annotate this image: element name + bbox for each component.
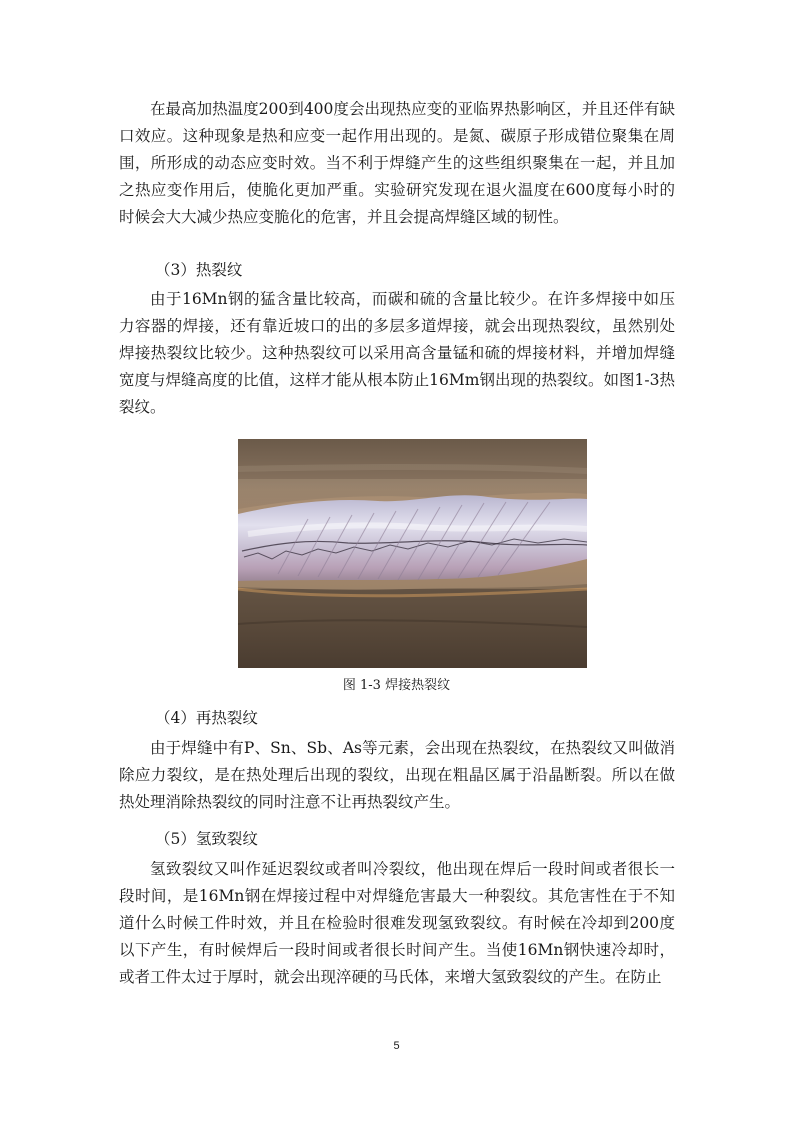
- page-number: 5: [393, 1040, 400, 1052]
- paragraph-hydrogen-crack: 氢致裂纹又叫作延迟裂纹或者叫冷裂纹，他出现在焊后一段时间或者很长一段时间，是16Mn钢在焊接过程中对焊缝危害最大一种裂纹。其危害性在于不知道什么时候工件时效，并且在检验时很难发现氢致裂纹。有时候在冷却到200度以下产生，有时候焊后一段时间或者很长时间产生。当使16Mn钢快速冷却时，或者工件太过于厚时，就会出现淬硬的马氏体，来增大氢致裂纹的产生。在防止: [119, 860, 675, 986]
- heading-hot-crack: （3）热裂纹: [155, 261, 243, 279]
- paragraph-reheat-crack: 由于焊缝中有P、Sn、Sb、As等元素，会出现在热裂纹，在热裂纹又叫做消除应力裂纹，是在热处理后出现的裂纹，出现在粗晶区属于沿晶断裂。所以在做热处理消除热裂纹的同时注意不让再热裂纹产生。: [119, 739, 675, 811]
- weld-photo-graphic: [238, 439, 587, 668]
- heading-hydrogen-crack: （5）氢致裂纹: [155, 830, 258, 848]
- heading-reheat-crack: （4）再热裂纹: [155, 709, 258, 727]
- paragraph-hot-crack: 由于16Mn钢的猛含量比较高，而碳和硫的含量比较少。在许多焊接中如压力容器的焊接，还有靠近坡口的出的多层多道焊接，就会出现热裂纹，虽然别处焊接热裂纹比较少。这种热裂纹可以采用高含量锰和硫的焊接材料，并增加焊缝宽度与焊缝高度的比值，这样才能从根本防止16Mm钢出现的热裂纹。如图1-3热裂纹。: [119, 290, 675, 416]
- weld-hot-crack-photo: [238, 439, 587, 668]
- figure-caption: 图 1-3 焊接热裂纹: [342, 678, 451, 693]
- paragraph-strain-aging: 在最高加热温度200到400度会出现热应变的亚临界热影响区，并且还伴有缺口效应。这种现象是热和应变一起作用出现的。是氮、碳原子形成错位聚集在周围，所形成的动态应变时效。当不利于焊缝产生的这些组织聚集在一起，并且加之热应变作用后，使脆化更加严重。实验研究发现在退火温度在600度每小时的时候会大大减少热应变脆化的危害，并且会提高焊缝区域的韧性。: [119, 100, 675, 226]
